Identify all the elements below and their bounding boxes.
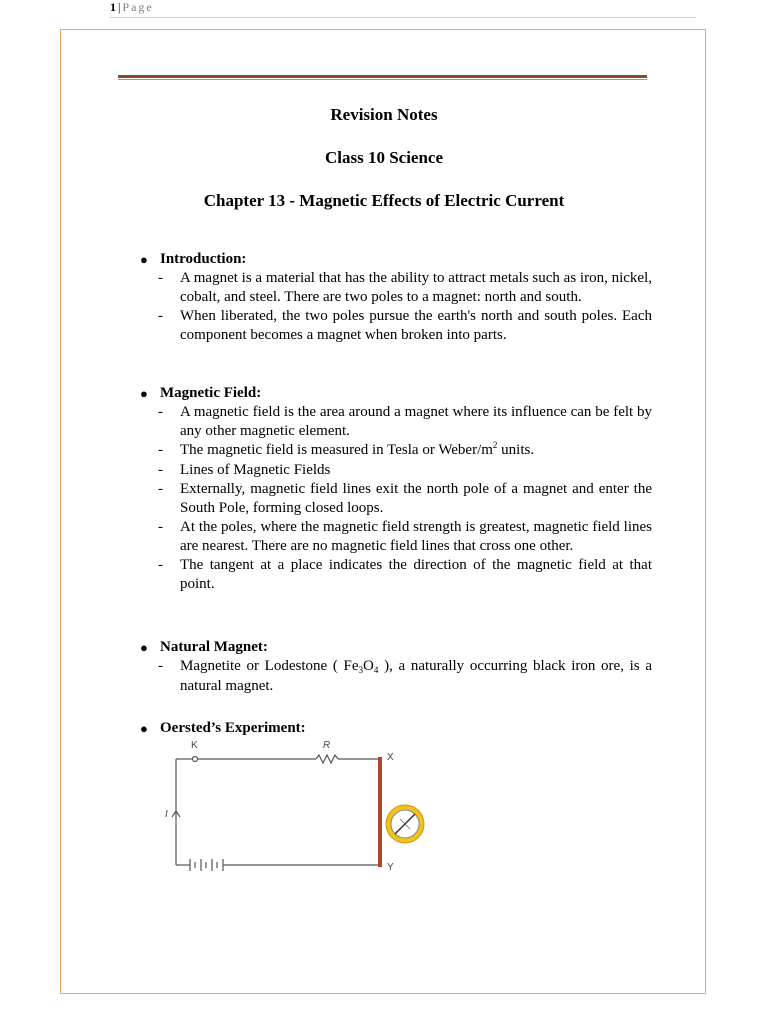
doc-title: Revision Notes (330, 105, 438, 124)
dash-icon: - (158, 308, 163, 324)
dash-icon: - (158, 442, 163, 458)
list-item (140, 403, 652, 441)
section-heading-text: Natural Magnet: (160, 639, 268, 655)
section-heading (140, 384, 652, 403)
list-item (140, 556, 652, 594)
section-natural-magnet (140, 638, 652, 696)
doc-chapter: Chapter 13 - Magnetic Effects of Electric Current (203, 191, 565, 210)
circuit-label-k: K (191, 740, 198, 751)
list-item-text: Externally, magnetic field lines exit the north pole of a magnet and enter the South Pole, forming closed loops. (180, 481, 652, 516)
list-item-text: A magnetic field is the area around a magnet where its influence can be felt by any other magnetic element. (180, 404, 652, 439)
page-word: Page (122, 0, 154, 14)
formula-text-mid: O (363, 658, 374, 674)
dash-icon: - (158, 557, 163, 573)
list-item (140, 657, 652, 696)
conductor-wire-xy (378, 757, 382, 867)
item-list (140, 403, 652, 594)
unit-text: The magnetic field is measured in Tesla or Weber/m (180, 442, 493, 458)
section-magnetic-field (140, 384, 652, 594)
section-heading-text: Oersted’s Experiment: (160, 720, 306, 736)
title-rule-thin (118, 79, 647, 80)
formula-subscript: 3 (358, 665, 364, 675)
dash-icon: - (158, 404, 163, 420)
bullet-icon: ● (140, 640, 148, 655)
unit-text-after: units. (497, 442, 535, 458)
page-separator: | (118, 0, 121, 14)
list-item-text: When liberated, the two poles pursue the earth's north and south poles. Each component becomes a magnet when broken into parts. (180, 308, 652, 343)
page-header (110, 0, 696, 18)
bullet-icon: ● (140, 721, 148, 736)
formula-text-after: ), a naturally occurring black iron ore, is a natural magnet. (180, 658, 652, 694)
list-item (140, 518, 652, 556)
section-heading (140, 719, 652, 738)
list-item (140, 269, 652, 307)
dash-icon: - (158, 658, 163, 674)
list-item-text: Lines of Magnetic Fields (180, 462, 331, 478)
circuit-label-x: X (387, 752, 394, 763)
section-heading (140, 638, 652, 657)
formula-subscript: 4 (373, 665, 379, 675)
oersted-circuit-diagram (160, 737, 430, 877)
circuit-label-r: R (323, 740, 331, 751)
unit-superscript: 2 (492, 440, 498, 450)
dash-icon: - (158, 462, 163, 478)
list-item (140, 441, 652, 461)
page-number: 1 (110, 0, 116, 14)
doc-class: Class 10 Science (324, 148, 444, 167)
bullet-icon: ● (140, 252, 148, 267)
dash-icon: - (158, 481, 163, 497)
list-item-text: The tangent at a place indicates the direction of the magnetic field at that point. (180, 557, 652, 592)
list-item (140, 307, 652, 345)
title-rule (118, 75, 647, 78)
bullet-icon: ● (140, 386, 148, 401)
list-item (140, 480, 652, 518)
circuit-label-i: I (165, 809, 168, 820)
list-item-text: A magnet is a material that has the ability to attract metals such as iron, nickel, cobalt, and steel. There are two poles to a magnet: north and south. (180, 270, 652, 305)
section-heading (140, 250, 652, 269)
section-oersted (140, 719, 652, 738)
section-heading-text: Introduction: (160, 251, 247, 267)
dash-icon: - (158, 270, 163, 286)
list-item (140, 461, 652, 480)
item-list (140, 657, 652, 696)
section-introduction (140, 250, 652, 345)
section-heading-text: Magnetic Field: (160, 385, 262, 401)
circuit-label-y: Y (387, 862, 394, 873)
formula-text: Magnetite or Lodestone ( Fe (180, 658, 359, 674)
item-list (140, 269, 652, 345)
dash-icon: - (158, 519, 163, 535)
list-item-text: At the poles, where the magnetic field strength is greatest, magnetic field lines are nearest. There are no magnetic field lines that cross one other. (180, 519, 652, 554)
